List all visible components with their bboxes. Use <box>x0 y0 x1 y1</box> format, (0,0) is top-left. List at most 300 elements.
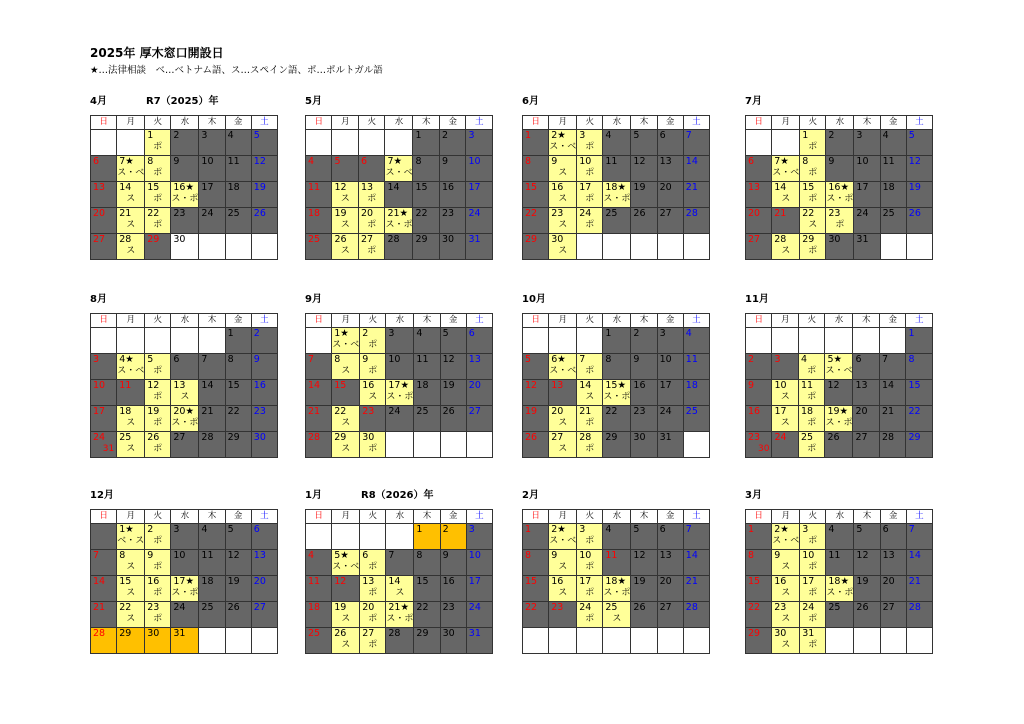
language-label: ポ <box>808 588 818 598</box>
day-cell <box>117 628 145 654</box>
day-number: 16 <box>551 576 564 587</box>
day-cell <box>414 576 440 602</box>
month-label: 10月 <box>522 294 546 305</box>
day-cell <box>577 432 603 458</box>
day-number: 26 <box>856 602 869 613</box>
language-label: ス <box>180 392 190 402</box>
day-number: 28 <box>387 234 400 245</box>
day-cell <box>577 328 603 354</box>
day-number: 2 <box>441 130 448 141</box>
weekday-header: 土 <box>906 116 932 130</box>
week-row <box>746 524 933 550</box>
day-number: 21 <box>119 208 132 219</box>
day-cell <box>798 380 824 406</box>
day-number: 28 <box>579 432 592 443</box>
day-cell <box>880 576 906 602</box>
day-number: 14 <box>201 380 214 391</box>
month-label: 1月 <box>305 490 322 501</box>
day-cell <box>603 328 631 354</box>
month-label: 11月 <box>745 294 769 305</box>
day-cell <box>414 602 440 628</box>
day-number: 23 <box>173 208 186 219</box>
day-number: 24 <box>802 602 815 613</box>
day-cell <box>657 234 683 260</box>
day-cell <box>746 182 772 208</box>
day-cell <box>171 130 199 156</box>
day-number: 5 <box>253 130 260 141</box>
day-number: 4 <box>828 524 835 535</box>
day-cell <box>746 156 772 182</box>
day-number: 7★ <box>119 156 134 167</box>
day-number: 27 <box>173 432 186 443</box>
day-number: 26 <box>334 628 347 639</box>
day-number: 8 <box>525 156 532 167</box>
day-number: 19 <box>334 208 347 219</box>
day-number: 9 <box>362 354 369 365</box>
day-cell <box>772 328 798 354</box>
day-number: 20 <box>855 406 868 417</box>
day-cell <box>523 328 549 354</box>
day-number: 4 <box>227 130 234 141</box>
day-cell <box>466 524 492 550</box>
day-number: 8 <box>605 354 612 365</box>
day-number: 3 <box>388 328 395 339</box>
day-cell <box>385 182 413 208</box>
day-cell <box>466 328 492 354</box>
era-label: R8（2026）年 <box>361 490 434 501</box>
legend: ★…法律相談 ベ…ベトナム語、ス…スペイン語、ポ…ポルトガル語 <box>90 65 383 76</box>
day-cell <box>603 208 631 234</box>
day-cell <box>91 406 117 432</box>
week-row <box>746 576 933 602</box>
language-label: ポ <box>585 168 595 178</box>
day-cell <box>466 628 492 654</box>
day-cell <box>414 380 440 406</box>
day-cell <box>306 328 332 354</box>
day-cell <box>880 182 906 208</box>
day-cell <box>414 432 440 458</box>
day-cell <box>466 576 492 602</box>
day-cell <box>826 208 854 234</box>
week-row <box>91 524 278 550</box>
weekday-header: 金 <box>657 510 683 524</box>
day-number: 17 <box>856 182 869 193</box>
day-number: 25 <box>201 602 214 613</box>
week-row <box>746 602 933 628</box>
day-cell <box>523 380 549 406</box>
day-number-second: 31 <box>102 444 115 454</box>
week-row <box>306 354 493 380</box>
day-cell <box>225 602 251 628</box>
day-number: 22 <box>525 602 538 613</box>
day-cell <box>800 208 826 234</box>
day-cell <box>439 234 465 260</box>
day-number: 5 <box>525 354 532 365</box>
week-row <box>746 208 933 234</box>
weekday-header: 火 <box>360 314 386 328</box>
day-number: 13 <box>362 576 375 587</box>
day-number: 13 <box>855 380 868 391</box>
weekday-header: 月 <box>332 510 360 524</box>
day-cell <box>332 406 360 432</box>
day-number: 8 <box>119 550 126 561</box>
day-cell <box>117 182 145 208</box>
day-cell <box>117 208 145 234</box>
day-number: 9 <box>147 550 154 561</box>
weekday-header: 土 <box>906 314 933 328</box>
day-cell <box>91 156 117 182</box>
day-number: 16 <box>774 576 787 587</box>
day-cell <box>603 628 631 654</box>
language-label: ス <box>341 366 351 376</box>
month-table <box>745 115 933 260</box>
day-cell <box>523 234 549 260</box>
day-number: 19 <box>227 576 240 587</box>
day-number: 6★ <box>551 354 566 365</box>
day-number: 11 <box>685 354 698 365</box>
day-number: 25 <box>828 602 841 613</box>
weekday-header: 月 <box>772 510 800 524</box>
day-cell <box>631 182 657 208</box>
language-label: ポ <box>585 366 595 376</box>
month-table <box>305 115 493 260</box>
day-cell <box>683 432 709 458</box>
day-number: 30 <box>442 628 455 639</box>
language-label: ポ <box>153 562 163 572</box>
day-number: 14 <box>685 550 698 561</box>
day-cell <box>549 234 577 260</box>
weekday-header: 木 <box>854 116 880 130</box>
day-number: 9 <box>441 156 448 167</box>
day-number: 10 <box>468 550 481 561</box>
day-number: 30 <box>551 234 564 245</box>
month-table <box>90 313 278 458</box>
day-number: 3 <box>579 130 586 141</box>
day-number: 27 <box>468 406 481 417</box>
day-number: 18 <box>308 602 321 613</box>
day-cell <box>826 628 854 654</box>
day-number: 15 <box>147 182 160 193</box>
day-number: 15 <box>748 576 761 587</box>
day-number: 9 <box>442 550 449 561</box>
weekday-header: 金 <box>657 116 683 130</box>
day-cell <box>386 354 414 380</box>
day-number: 25 <box>685 406 698 417</box>
day-number: 17 <box>802 576 815 587</box>
day-cell <box>360 524 386 550</box>
day-number: 14 <box>387 182 400 193</box>
day-cell <box>225 432 251 458</box>
day-cell <box>800 234 826 260</box>
day-number: 6 <box>659 130 666 141</box>
day-number: 12 <box>227 550 240 561</box>
day-number-second: 30 <box>758 444 770 454</box>
weekday-header: 火 <box>798 314 824 328</box>
day-number: 21 <box>308 406 321 417</box>
day-number: 26 <box>633 602 646 613</box>
day-number: 26 <box>253 208 266 219</box>
day-cell <box>657 576 683 602</box>
day-cell <box>631 208 657 234</box>
day-cell <box>466 406 492 432</box>
day-number: 31 <box>173 628 186 639</box>
day-cell <box>225 182 251 208</box>
day-cell <box>603 432 631 458</box>
week-row <box>91 182 278 208</box>
day-cell <box>91 602 117 628</box>
weekday-header: 水 <box>603 510 631 524</box>
day-number: 2 <box>362 328 369 339</box>
language-label: ポ <box>153 142 163 152</box>
day-cell <box>360 380 386 406</box>
day-cell <box>657 602 683 628</box>
day-number: 20★ <box>173 406 194 417</box>
weekday-header: 水 <box>385 116 413 130</box>
day-number: 24 <box>173 602 186 613</box>
day-cell <box>251 602 277 628</box>
day-number: 17 <box>468 182 481 193</box>
day-cell <box>439 130 465 156</box>
language-label: ポ <box>807 366 817 376</box>
day-cell <box>360 628 386 654</box>
weekday-header: 日 <box>523 116 549 130</box>
language-label: ポ <box>368 614 378 624</box>
day-number: 14 <box>579 380 592 391</box>
day-cell <box>549 432 577 458</box>
day-number: 13 <box>551 380 564 391</box>
month-label: 8月 <box>90 294 107 305</box>
language-label: ス <box>781 588 791 598</box>
day-cell <box>523 130 549 156</box>
day-cell <box>386 628 414 654</box>
day-number: 25 <box>800 432 814 443</box>
day-cell <box>853 328 879 354</box>
day-cell <box>414 354 440 380</box>
day-cell <box>199 354 225 380</box>
day-cell <box>825 406 853 432</box>
day-cell <box>414 524 440 550</box>
language-label: ス <box>341 640 351 650</box>
day-cell <box>439 208 465 234</box>
day-cell <box>332 576 360 602</box>
day-number: 18★ <box>605 182 626 193</box>
day-number: 10 <box>93 380 106 391</box>
day-cell <box>549 354 577 380</box>
week-row <box>91 628 278 654</box>
day-number: 10 <box>774 380 787 391</box>
day-number: 18 <box>416 380 429 391</box>
day-number: 29 <box>802 234 815 245</box>
day-cell <box>358 234 384 260</box>
day-number: 9 <box>633 354 640 365</box>
day-cell <box>657 550 683 576</box>
language-label: ポ <box>585 142 595 152</box>
day-cell <box>577 380 603 406</box>
day-number: 21 <box>201 406 214 417</box>
day-cell <box>413 130 439 156</box>
day-cell <box>800 602 826 628</box>
day-number: 11 <box>308 182 321 193</box>
day-number: 18 <box>685 380 698 391</box>
day-number: 15 <box>227 380 240 391</box>
language-label: ポ <box>807 444 817 454</box>
day-cell <box>199 628 225 654</box>
month-table <box>745 313 933 458</box>
day-number: 4 <box>308 550 315 561</box>
month-table <box>522 313 710 458</box>
day-cell <box>880 550 906 576</box>
day-number: 2 <box>748 354 755 365</box>
day-cell <box>657 628 683 654</box>
day-number: 19 <box>856 576 869 587</box>
language-label: ス・ポ <box>825 418 853 428</box>
day-number: 19 <box>525 406 538 417</box>
week-row <box>523 354 710 380</box>
weekday-header: 土 <box>251 116 277 130</box>
day-number: 14 <box>119 182 132 193</box>
language-label: ス <box>340 194 350 204</box>
week-row <box>746 156 933 182</box>
day-cell <box>225 406 251 432</box>
language-label: ベ・ス <box>117 536 145 546</box>
day-number: 21 <box>774 208 787 219</box>
week-row <box>306 406 493 432</box>
language-label: ス・ベ <box>549 142 577 152</box>
weekday-header: 水 <box>603 116 631 130</box>
day-number: 26 <box>334 234 347 245</box>
day-number: 16 <box>362 380 375 391</box>
language-label: ス・ベ <box>772 536 800 546</box>
day-cell <box>603 354 631 380</box>
weekday-header: 月 <box>117 314 145 328</box>
day-number: 12 <box>633 550 646 561</box>
day-cell <box>306 550 332 576</box>
day-number: 22 <box>605 406 618 417</box>
day-cell <box>798 406 824 432</box>
weekday-header: 火 <box>800 510 826 524</box>
week-row <box>91 380 278 406</box>
day-cell <box>171 156 199 182</box>
day-number: 8 <box>334 354 341 365</box>
day-cell <box>117 234 145 260</box>
day-number: 6 <box>360 156 368 167</box>
day-number: 21 <box>685 576 698 587</box>
day-number: 17 <box>659 380 672 391</box>
day-number: 3 <box>802 524 809 535</box>
day-cell <box>746 406 772 432</box>
day-cell <box>657 432 683 458</box>
day-cell <box>772 576 800 602</box>
weekday-header: 日 <box>91 314 117 328</box>
day-number: 6 <box>173 354 180 365</box>
weekday-header-row <box>746 510 933 524</box>
day-cell <box>853 354 879 380</box>
day-cell <box>657 130 683 156</box>
day-cell <box>854 234 880 260</box>
weekday-header: 水 <box>826 510 854 524</box>
day-number: 15★ <box>605 380 626 391</box>
weekday-header: 日 <box>746 510 772 524</box>
language-label: ポ <box>835 220 845 230</box>
day-number: 24 <box>579 208 592 219</box>
day-cell <box>631 380 657 406</box>
day-number: 31 <box>802 628 815 639</box>
day-cell <box>117 380 145 406</box>
day-number: 2 <box>633 328 640 339</box>
day-cell <box>603 550 631 576</box>
day-cell <box>199 130 225 156</box>
day-number: 29 <box>415 234 428 245</box>
day-cell <box>906 328 933 354</box>
day-cell <box>91 182 117 208</box>
day-number: 16 <box>748 406 761 417</box>
weekday-header: 土 <box>906 510 932 524</box>
day-number: 19 <box>633 576 646 587</box>
language-label: ス <box>612 614 622 624</box>
day-cell <box>439 156 465 182</box>
day-cell <box>772 156 800 182</box>
language-label: ス・ポ <box>826 588 854 598</box>
day-cell <box>171 432 199 458</box>
weekday-header: 日 <box>523 314 549 328</box>
day-cell <box>171 208 199 234</box>
day-number: 18 <box>227 182 240 193</box>
week-row <box>523 524 710 550</box>
weekday-header: 日 <box>746 116 772 130</box>
language-label: ポ <box>153 194 163 204</box>
day-cell <box>199 406 225 432</box>
day-number: 1 <box>415 130 422 141</box>
day-cell <box>772 130 800 156</box>
weekday-header-row <box>523 314 710 328</box>
language-label: ス <box>126 418 136 428</box>
language-label: ポ <box>807 392 817 402</box>
day-number: 19 <box>334 602 347 613</box>
day-cell <box>549 628 577 654</box>
day-cell <box>171 380 199 406</box>
day-number: 12 <box>442 354 455 365</box>
day-number: 22 <box>525 208 538 219</box>
day-cell <box>225 328 251 354</box>
day-number: 2 <box>442 524 449 535</box>
month-table <box>90 115 278 260</box>
day-cell <box>145 524 171 550</box>
day-cell <box>880 602 906 628</box>
language-label: ス <box>340 220 350 230</box>
weekday-header: 水 <box>825 314 853 328</box>
day-cell <box>440 406 466 432</box>
day-cell <box>826 234 854 260</box>
weekday-header: 月 <box>549 116 577 130</box>
day-cell <box>683 234 709 260</box>
day-cell <box>549 576 577 602</box>
week-row <box>523 182 710 208</box>
day-cell <box>171 234 199 260</box>
day-cell <box>772 432 798 458</box>
day-cell <box>603 576 631 602</box>
weekday-header: 木 <box>631 116 657 130</box>
language-label: ポ <box>585 614 595 624</box>
day-number: 5 <box>227 524 234 535</box>
day-number: 12 <box>334 182 347 193</box>
day-cell <box>145 130 171 156</box>
day-number: 2★ <box>551 130 566 141</box>
day-cell <box>746 328 772 354</box>
day-number: 4 <box>882 130 889 141</box>
week-row <box>523 328 710 354</box>
day-number: 11 <box>605 156 618 167</box>
day-cell <box>854 130 880 156</box>
